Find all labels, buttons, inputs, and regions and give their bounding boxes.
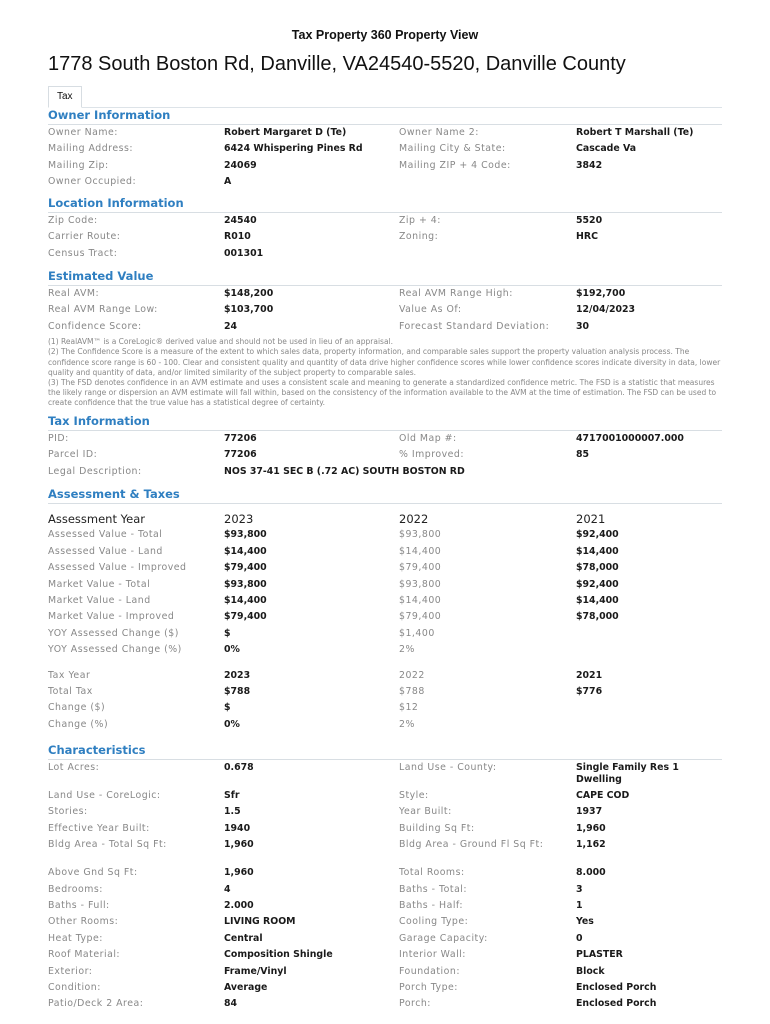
- field-label: $93,800: [399, 529, 442, 541]
- field-value: 0: [576, 932, 583, 944]
- field-label: $79,400: [399, 562, 442, 574]
- year-2023: 2023: [224, 512, 254, 526]
- field-label: Foundation:: [399, 965, 460, 977]
- table-row: [48, 544, 722, 560]
- year-2022: 2022: [399, 512, 429, 526]
- year-2021: 2021: [576, 512, 606, 526]
- table-row: [48, 804, 722, 820]
- field-label: Stories:: [48, 806, 88, 818]
- field-value: $192,700: [576, 288, 626, 299]
- field-label: $79,400: [399, 611, 442, 623]
- field-value: $92,400: [576, 529, 619, 541]
- field-value: $148,200: [224, 288, 274, 299]
- field-value: LIVING ROOM: [224, 916, 296, 928]
- footnote: (2) The Confidence Score is a measure of the extent to which sales data, property information, and comparable sales support the property valuation analysis process. The confidence score range is 60 - 100. Clear and consistent quality and quantity of data drive higher confidence scores while lower confidence scores indicate diversity in data, lower quality and quantity of data, and/or limited similarity of the subject property to comparable sales.: [48, 347, 721, 377]
- table-row: [48, 996, 722, 1012]
- table-row: [48, 431, 722, 447]
- field-label: Mailing Zip:: [48, 159, 109, 171]
- table-row: [48, 882, 722, 898]
- table-row: [48, 964, 722, 980]
- field-value: 77206: [224, 433, 257, 444]
- field-value: 1,960: [224, 839, 254, 851]
- field-label: 2022: [399, 669, 425, 681]
- field-value: 1940: [224, 822, 251, 834]
- table-row: [48, 931, 722, 947]
- field-label: Total Rooms:: [399, 867, 465, 879]
- table-row: [48, 319, 722, 335]
- field-label: Baths - Total:: [399, 883, 468, 895]
- field-value: 24: [224, 320, 238, 332]
- field-label: Year Built:: [399, 806, 452, 818]
- field-label: $14,400: [399, 594, 442, 606]
- table-row: [48, 947, 722, 963]
- field-label: Cooling Type:: [399, 916, 469, 928]
- table-row: [48, 302, 722, 318]
- field-label: Mailing City & State:: [399, 143, 506, 155]
- section-heading: Assessment & Taxes: [48, 487, 722, 504]
- table-row: [48, 577, 722, 593]
- field-value: $93,800: [224, 578, 267, 590]
- table-row: [48, 914, 722, 930]
- field-label: PID:: [48, 433, 69, 444]
- field-label: Real AVM Range Low:: [48, 304, 158, 316]
- field-label: Mailing ZIP + 4 Code:: [399, 159, 511, 171]
- field-value: 2.000: [224, 899, 254, 911]
- field-value: $103,700: [224, 304, 274, 316]
- table-row: [48, 700, 722, 716]
- field-label: Assessed Value - Land: [48, 545, 163, 557]
- field-value: 001301: [224, 247, 264, 259]
- field-value: $788: [224, 685, 251, 697]
- table-row: [48, 286, 722, 302]
- field-label: % Improved:: [399, 449, 465, 461]
- field-label: Garage Capacity:: [399, 932, 488, 944]
- characteristics-section: [48, 743, 722, 1013]
- footnote: (3) The FSD denotes confidence in an AVM estimate and uses a consistent scale and meaning to generate a standardized confidence metric. The FSD is a statistic that measures the likely range or dispersion an AVM estimate will fall within, based on the consistency of the information available to the AVM at the time of estimation. The FSD can be used to create confidence that the true value has a statistical degree of certainty.: [48, 377, 717, 408]
- field-value: 1937: [576, 806, 603, 818]
- table-row: [48, 158, 722, 174]
- field-value: $14,400: [576, 545, 619, 557]
- field-value: 0.678: [224, 762, 254, 773]
- field-value: Cascade Va: [576, 143, 637, 155]
- field-label: Carrier Route:: [48, 231, 121, 243]
- field-value: PLASTER: [576, 949, 623, 961]
- field-value: 3: [576, 883, 583, 895]
- field-label: Land Use - CoreLogic:: [48, 790, 161, 801]
- field-label: Bedrooms:: [48, 883, 103, 895]
- field-label: Effective Year Built:: [48, 822, 150, 834]
- field-value: 1: [576, 899, 583, 911]
- field-value: 3842: [576, 159, 603, 171]
- field-value: $776: [576, 685, 603, 697]
- field-label: Other Rooms:: [48, 916, 119, 928]
- section-heading: Characteristics: [48, 743, 722, 760]
- field-value: $: [224, 702, 231, 714]
- table-row: [48, 898, 722, 914]
- field-value: Enclosed Porch: [576, 998, 657, 1010]
- field-value: Frame/Vinyl: [224, 965, 287, 977]
- table-row: [48, 229, 722, 245]
- field-label: Owner Occupied:: [48, 176, 137, 188]
- field-value: 85: [576, 449, 590, 461]
- field-label: Zip Code:: [48, 215, 98, 226]
- field-value: 0%: [224, 718, 240, 730]
- field-value: $78,000: [576, 611, 619, 623]
- field-value: 6424 Whispering Pines Rd: [224, 143, 363, 155]
- field-value: 1,960: [576, 822, 606, 834]
- field-value: 1,162: [576, 839, 606, 851]
- field-label: Exterior:: [48, 965, 93, 977]
- field-value: 0%: [224, 644, 240, 656]
- field-value: Central: [224, 932, 263, 944]
- field-label: Bldg Area - Ground Fl Sq Ft:: [399, 839, 544, 851]
- field-value: 1.5: [224, 806, 241, 818]
- field-value: 2021: [576, 669, 603, 681]
- section-heading: Estimated Value: [48, 269, 722, 286]
- field-value: HRC: [576, 231, 598, 243]
- table-row: [48, 717, 722, 733]
- table-row: [48, 642, 722, 658]
- field-value: R010: [224, 231, 251, 243]
- table-row: [48, 447, 722, 463]
- field-value: 84: [224, 998, 238, 1010]
- field-label: Building Sq Ft:: [399, 822, 475, 834]
- field-label: Lot Acres:: [48, 762, 100, 773]
- table-row: [48, 760, 722, 788]
- tab-tax[interactable]: Tax: [48, 86, 82, 108]
- table-row: [48, 980, 722, 996]
- field-label: Real AVM Range High:: [399, 288, 513, 299]
- field-label: Mailing Address:: [48, 143, 134, 155]
- field-value: 24540: [224, 215, 257, 226]
- tax-information-section: [48, 414, 722, 480]
- field-value: Single Family Res 1 Dwelling: [576, 762, 679, 785]
- field-label: Forecast Standard Deviation:: [399, 320, 550, 332]
- field-label: Assessed Value - Total: [48, 529, 163, 541]
- field-value: 8.000: [576, 867, 606, 879]
- field-value: $14,400: [576, 594, 619, 606]
- section-heading: Owner Information: [48, 108, 722, 125]
- field-label: $93,800: [399, 578, 442, 590]
- field-value: 4: [224, 883, 231, 895]
- field-label: Change ($): [48, 702, 106, 714]
- field-label: 2%: [399, 718, 415, 730]
- field-value: 77206: [224, 449, 257, 461]
- field-label: Market Value - Land: [48, 594, 151, 606]
- field-value: $79,400: [224, 562, 267, 574]
- location-information-section: [48, 196, 722, 262]
- field-value: $79,400: [224, 611, 267, 623]
- table-row: [48, 213, 722, 229]
- table-row: [48, 174, 722, 190]
- field-label: Style:: [399, 790, 429, 801]
- field-label: YOY Assessed Change (%): [48, 644, 182, 656]
- estimated-value-section: [48, 269, 722, 409]
- field-label: Owner Name 2:: [399, 127, 479, 138]
- field-label: Real AVM:: [48, 288, 100, 299]
- field-label: Interior Wall:: [399, 949, 466, 961]
- field-label: Market Value - Improved: [48, 611, 175, 623]
- field-label: $788: [399, 685, 425, 697]
- footnote: (1) RealAVM™ is a CoreLogic® derived value and should not be used in lieu of an appraisal.: [48, 337, 394, 347]
- field-label: Roof Material:: [48, 949, 121, 961]
- field-label: Patio/Deck 2 Area:: [48, 998, 144, 1010]
- field-value: Robert Margaret D (Te): [224, 127, 347, 138]
- field-value: Enclosed Porch: [576, 981, 657, 993]
- table-row: [48, 560, 722, 576]
- avm-footnotes: [48, 337, 722, 408]
- table-row: [48, 609, 722, 625]
- field-label: $14,400: [399, 545, 442, 557]
- table-row: [48, 626, 722, 642]
- field-label: Legal Description:: [48, 465, 142, 477]
- tab-bar: [48, 86, 722, 108]
- table-row: [48, 593, 722, 609]
- field-label: Census Tract:: [48, 247, 118, 259]
- field-label: Bldg Area - Total Sq Ft:: [48, 839, 167, 851]
- field-value: $93,800: [224, 529, 267, 541]
- table-row: [48, 788, 722, 804]
- field-value: $14,400: [224, 545, 267, 557]
- field-label: Owner Name:: [48, 127, 118, 138]
- field-label: $12: [399, 702, 419, 714]
- field-label: Land Use - County:: [399, 762, 497, 773]
- assessment-header-row: [48, 511, 722, 527]
- field-label: Total Tax: [48, 685, 93, 697]
- field-value: Block: [576, 965, 605, 977]
- table-row: [48, 464, 722, 480]
- table-row: [48, 668, 722, 684]
- table-row: [48, 865, 722, 881]
- field-value: 5520: [576, 215, 603, 226]
- field-value: NOS 37-41 SEC B (.72 AC) SOUTH BOSTON RD: [224, 465, 465, 477]
- table-row: [48, 837, 722, 865]
- field-label: Porch Type:: [399, 981, 458, 993]
- field-label: Confidence Score:: [48, 320, 142, 332]
- field-label: Heat Type:: [48, 932, 103, 944]
- property-address: 1778 South Boston Rd, Danville, VA24540-5520, Danville County: [48, 53, 626, 75]
- field-value: Average: [224, 981, 268, 993]
- owner-information-section: [48, 108, 722, 191]
- field-label: Market Value - Total: [48, 578, 151, 590]
- field-value: 12/04/2023: [576, 304, 636, 316]
- field-value: 1,960: [224, 867, 254, 879]
- field-label: $1,400: [399, 627, 435, 639]
- table-row: [48, 684, 722, 700]
- field-value: $78,000: [576, 562, 619, 574]
- assessment-year-label: Assessment Year: [48, 512, 145, 526]
- field-label: Tax Year: [48, 669, 91, 681]
- field-value: Sfr: [224, 790, 240, 801]
- table-row: [48, 125, 722, 141]
- table-row: [48, 527, 722, 543]
- assessment-taxes-section: [48, 487, 722, 733]
- field-value: 24069: [224, 159, 257, 171]
- field-value: Composition Shingle: [224, 949, 333, 961]
- field-label: Assessed Value - Improved: [48, 562, 187, 574]
- field-label: Zip + 4:: [399, 215, 441, 226]
- field-label: Baths - Full:: [48, 899, 110, 911]
- field-label: YOY Assessed Change ($): [48, 627, 179, 639]
- field-label: Parcel ID:: [48, 449, 98, 461]
- field-value: Robert T Marshall (Te): [576, 127, 694, 138]
- field-label: Porch:: [399, 998, 431, 1010]
- section-heading: Location Information: [48, 196, 722, 213]
- table-row: [48, 141, 722, 157]
- field-label: Baths - Half:: [399, 899, 464, 911]
- field-value: 4717001000007.000: [576, 433, 684, 444]
- field-value: Yes: [576, 916, 594, 928]
- field-value: 30: [576, 320, 590, 332]
- field-value: 2023: [224, 669, 251, 681]
- field-label: 2%: [399, 644, 415, 656]
- field-label: Above Gnd Sq Ft:: [48, 867, 138, 879]
- field-value: $14,400: [224, 594, 267, 606]
- field-label: Condition:: [48, 981, 101, 993]
- field-value: CAPE COD: [576, 790, 630, 801]
- section-heading: Tax Information: [48, 414, 722, 431]
- field-label: Change (%): [48, 718, 109, 730]
- field-label: Value As Of:: [399, 304, 462, 316]
- field-value: $: [224, 627, 231, 639]
- field-label: Old Map #:: [399, 433, 457, 444]
- field-value: A: [224, 176, 232, 188]
- field-label: Zoning:: [399, 231, 439, 243]
- document-title: Tax Property 360 Property View: [291, 28, 479, 42]
- field-value: $92,400: [576, 578, 619, 590]
- table-row: [48, 246, 722, 262]
- table-row: [48, 821, 722, 837]
